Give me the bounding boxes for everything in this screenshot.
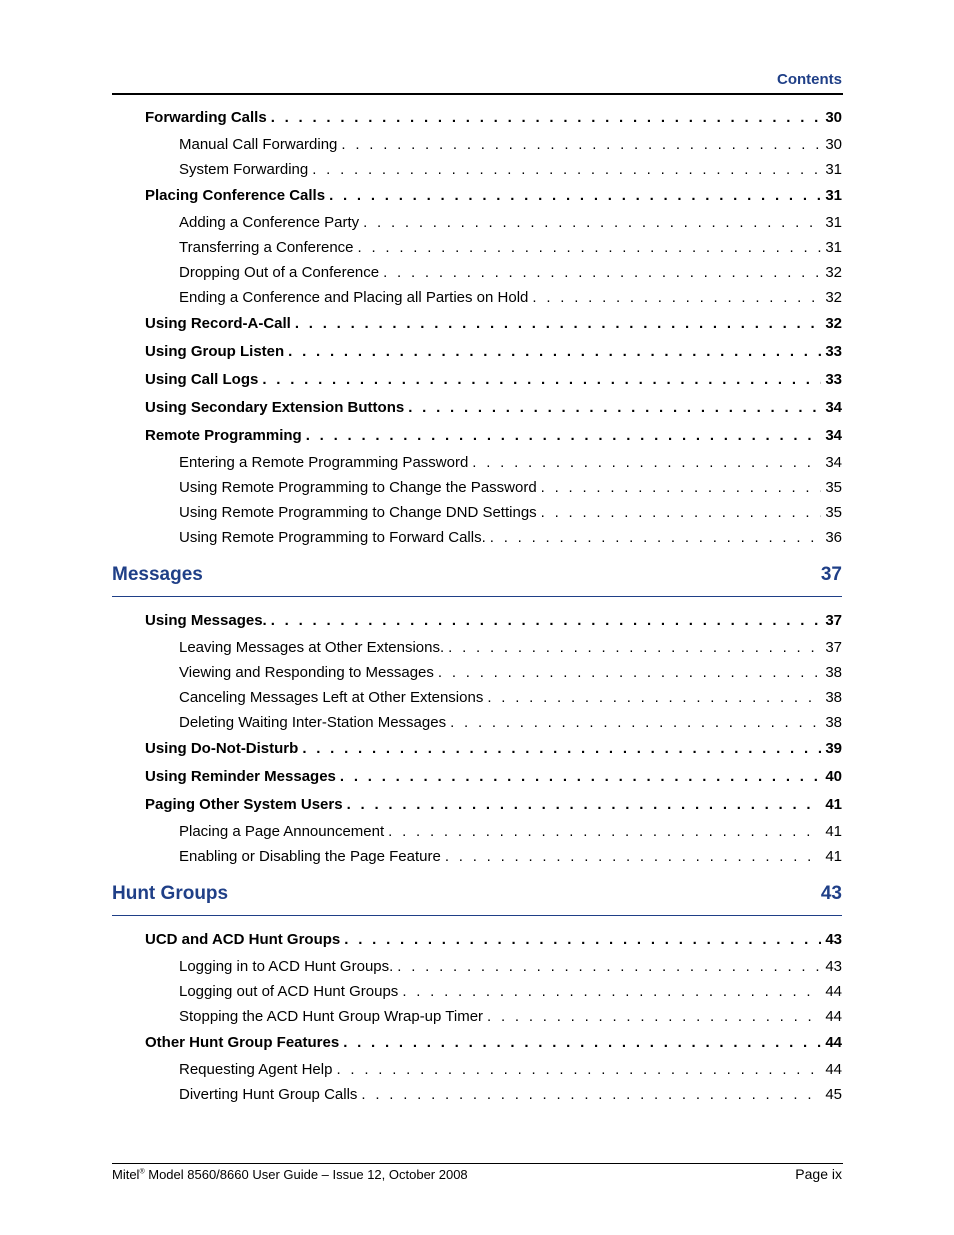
toc-entry-title: Viewing and Responding to Messages <box>179 664 434 681</box>
toc-subsection-entry[interactable] <box>0 235 954 260</box>
toc-entry-page-number: 36 <box>825 529 842 546</box>
dot-leader <box>402 979 821 1004</box>
dot-leader <box>448 635 821 660</box>
toc-subsection-entry[interactable] <box>0 819 954 844</box>
dot-leader <box>358 235 822 260</box>
dot-leader <box>541 475 822 500</box>
toc-entry-title: Transferring a Conference <box>179 239 354 256</box>
registered-mark: ® <box>139 1168 145 1176</box>
toc-subsection-entry[interactable] <box>0 844 954 869</box>
toc-entry-title: System Forwarding <box>179 161 309 178</box>
toc-subsection-entry[interactable] <box>0 1082 954 1107</box>
header-rule <box>112 93 843 95</box>
toc-entry-title: Stopping the ACD Hunt Group Wrap-up Timer <box>179 1008 484 1025</box>
toc-entry-page-number: 37 <box>825 639 842 656</box>
toc-entry-title: Using Secondary Extension Buttons <box>145 399 405 416</box>
toc-entry-page-number: 31 <box>825 161 842 178</box>
toc-section-entry[interactable] <box>0 310 954 338</box>
dot-leader <box>438 660 821 685</box>
table-of-contents <box>0 104 954 1107</box>
toc-entry-page-number: 45 <box>825 1086 842 1103</box>
toc-entry-page-number: 34 <box>825 399 842 416</box>
toc-entry-title: Logging in to ACD Hunt Groups. <box>179 958 394 975</box>
toc-subsection-entry[interactable] <box>0 660 954 685</box>
toc-subsection-entry[interactable] <box>0 157 954 182</box>
toc-entry-page-number: 34 <box>825 427 842 444</box>
toc-section-entry[interactable] <box>0 926 954 954</box>
toc-entry-page-number: 37 <box>825 612 842 629</box>
toc-section-entry[interactable] <box>0 763 954 791</box>
dot-leader <box>472 450 821 475</box>
dot-leader <box>347 791 822 819</box>
toc-entry-title: Remote Programming <box>145 427 302 444</box>
toc-entry-title: UCD and ACD Hunt Groups <box>145 931 341 948</box>
chapter-title: Messages <box>112 564 203 585</box>
toc-entry-page-number: 38 <box>825 689 842 706</box>
toc-subsection-entry[interactable] <box>0 954 954 979</box>
toc-subsection-entry[interactable] <box>0 285 954 310</box>
toc-section-entry[interactable] <box>0 394 954 422</box>
chapter-page-number: 43 <box>820 883 842 904</box>
toc-subsection-entry[interactable] <box>0 635 954 660</box>
toc-entry-page-number: 33 <box>825 343 842 360</box>
toc-entry-page-number: 43 <box>825 958 842 975</box>
toc-entry-title: Ending a Conference and Placing all Parties on Hold <box>179 289 529 306</box>
footer-page-number: Page ix <box>795 1166 842 1182</box>
toc-entry-page-number: 31 <box>825 239 842 256</box>
dot-leader <box>271 607 822 635</box>
toc-subsection-entry[interactable] <box>0 710 954 735</box>
toc-subsection-entry[interactable] <box>0 475 954 500</box>
toc-section-entry[interactable] <box>0 1029 954 1057</box>
dot-leader <box>344 926 821 954</box>
toc-subsection-entry[interactable] <box>0 979 954 1004</box>
toc-entry-title: Entering a Remote Programming Password <box>179 454 469 471</box>
toc-entry-title: Using Do-Not-Disturb <box>145 740 299 757</box>
toc-entry-title: Using Call Logs <box>145 371 259 388</box>
toc-entry-page-number: 38 <box>825 714 842 731</box>
toc-subsection-entry[interactable] <box>0 450 954 475</box>
toc-entry-page-number: 44 <box>825 1061 842 1078</box>
dot-leader <box>532 285 821 310</box>
toc-entry-page-number: 44 <box>825 1008 842 1025</box>
dot-leader <box>445 844 821 869</box>
toc-entry-page-number: 31 <box>825 187 842 204</box>
toc-entry-title: Using Remote Programming to Forward Calls. <box>179 529 486 546</box>
toc-entry-page-number: 31 <box>825 214 842 231</box>
toc-entry-title: Leaving Messages at Other Extensions. <box>179 639 445 656</box>
dot-leader <box>541 500 822 525</box>
dot-leader <box>397 954 821 979</box>
toc-entry-title: Paging Other System Users <box>145 796 343 813</box>
dot-leader <box>262 366 821 394</box>
dot-leader <box>336 1057 821 1082</box>
toc-entry-page-number: 35 <box>825 504 842 521</box>
toc-section-entry[interactable] <box>0 104 954 132</box>
toc-entry-title: Dropping Out of a Conference <box>179 264 380 281</box>
toc-subsection-entry[interactable] <box>0 132 954 157</box>
toc-entry-title: Diverting Hunt Group Calls <box>179 1086 358 1103</box>
dot-leader <box>329 182 821 210</box>
dot-leader <box>487 685 821 710</box>
running-head: Contents <box>777 71 842 88</box>
toc-entry-page-number: 38 <box>825 664 842 681</box>
toc-entry-page-number: 35 <box>825 479 842 496</box>
dot-leader <box>408 394 821 422</box>
toc-entry-title: Enabling or Disabling the Page Feature <box>179 848 441 865</box>
toc-entry-page-number: 32 <box>825 264 842 281</box>
toc-entry-title: Using Group Listen <box>145 343 285 360</box>
dot-leader <box>490 525 822 550</box>
dot-leader <box>361 1082 821 1107</box>
chapter-rule <box>112 915 842 916</box>
chapter-rule <box>112 596 842 597</box>
dot-leader <box>383 260 821 285</box>
dot-leader <box>288 338 821 366</box>
toc-entry-title: Forwarding Calls <box>145 109 267 126</box>
footer-doc-title <box>112 1167 468 1182</box>
toc-entry-page-number: 41 <box>825 796 842 813</box>
toc-entry-title: Using Record-A-Call <box>145 315 291 332</box>
toc-subsection-entry[interactable] <box>0 260 954 285</box>
footer-rule <box>112 1163 843 1164</box>
chapter-title: Hunt Groups <box>112 883 229 904</box>
toc-subsection-entry[interactable] <box>0 1004 954 1029</box>
toc-entry-title: Requesting Agent Help <box>179 1061 333 1078</box>
toc-entry-title: Deleting Waiting Inter-Station Messages <box>179 714 447 731</box>
toc-entry-page-number: 41 <box>825 848 842 865</box>
toc-entry-page-number: 44 <box>825 983 842 1000</box>
toc-entry-title: Canceling Messages Left at Other Extensions <box>179 689 484 706</box>
toc-entry-title: Using Remote Programming to Change the Password <box>179 479 537 496</box>
dot-leader <box>295 310 821 338</box>
toc-entry-title: Placing Conference Calls <box>145 187 326 204</box>
toc-section-entry[interactable] <box>0 182 954 210</box>
toc-subsection-entry[interactable] <box>0 210 954 235</box>
chapter-heading[interactable] <box>112 869 842 926</box>
toc-section-entry[interactable] <box>0 607 954 635</box>
toc-entry-page-number: 39 <box>825 740 842 757</box>
toc-section-entry[interactable] <box>0 422 954 450</box>
toc-entry-title: Placing a Page Announcement <box>179 823 385 840</box>
dot-leader <box>340 763 821 791</box>
dot-leader <box>271 104 822 132</box>
toc-entry-page-number: 33 <box>825 371 842 388</box>
chapter-heading[interactable] <box>112 550 842 607</box>
toc-entry-page-number: 44 <box>825 1034 842 1051</box>
toc-entry-title: Adding a Conference Party <box>179 214 360 231</box>
toc-subsection-entry[interactable] <box>0 500 954 525</box>
dot-leader <box>306 422 822 450</box>
toc-subsection-entry[interactable] <box>0 1057 954 1082</box>
toc-section-entry[interactable] <box>0 366 954 394</box>
toc-entry-page-number: 32 <box>825 315 842 332</box>
toc-entry-page-number: 41 <box>825 823 842 840</box>
toc-entry-page-number: 40 <box>825 768 842 785</box>
toc-entry-page-number: 30 <box>825 109 842 126</box>
toc-entry-page-number: 34 <box>825 454 842 471</box>
toc-entry-page-number: 43 <box>825 931 842 948</box>
toc-section-entry[interactable] <box>0 735 954 763</box>
toc-subsection-entry[interactable] <box>0 685 954 710</box>
toc-entry-title: Manual Call Forwarding <box>179 136 338 153</box>
toc-entry-title: Using Messages. <box>145 612 267 629</box>
toc-section-entry[interactable] <box>0 338 954 366</box>
dot-leader <box>487 1004 821 1029</box>
toc-section-entry[interactable] <box>0 791 954 819</box>
toc-entry-title: Other Hunt Group Features <box>145 1034 340 1051</box>
footer-brand: Mitel <box>112 1167 140 1182</box>
toc-entry-title: Using Reminder Messages <box>145 768 336 785</box>
toc-entry-title: Using Remote Programming to Change DND Settings <box>179 504 537 521</box>
dot-leader <box>450 710 821 735</box>
dot-leader <box>312 157 821 182</box>
footer-title-text: Model 8560/8660 User Guide – Issue 12, October 2008 <box>144 1167 468 1182</box>
dot-leader <box>341 132 821 157</box>
dot-leader <box>302 735 821 763</box>
toc-subsection-entry[interactable] <box>0 525 954 550</box>
toc-entry-page-number: 32 <box>825 289 842 306</box>
toc-entry-title: Logging out of ACD Hunt Groups <box>179 983 399 1000</box>
dot-leader <box>343 1029 821 1057</box>
chapter-page-number: 37 <box>820 564 842 585</box>
dot-leader <box>363 210 821 235</box>
toc-entry-page-number: 30 <box>825 136 842 153</box>
dot-leader <box>388 819 821 844</box>
